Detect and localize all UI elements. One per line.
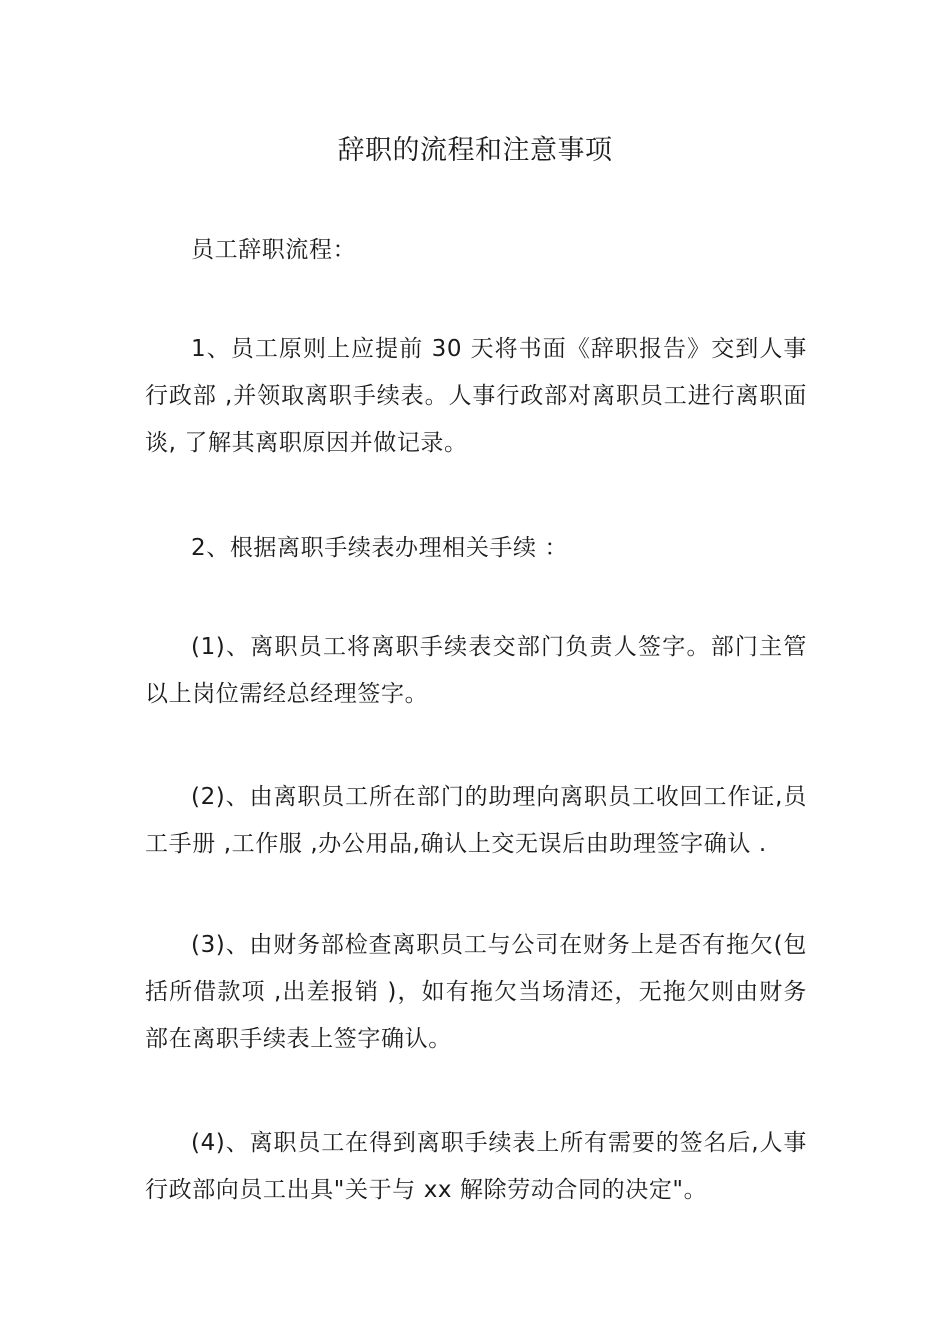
paragraph-step-2-2: (2)、由离职员工所在部门的助理向离职员工收回工作证,员工手册 ,工作服 ,办公用品,确认上交无误后由助理签字确认 . (145, 784, 807, 857)
document-title: 辞职的流程和注意事项 (337, 135, 613, 166)
paragraph-process-heading: 员工辞职流程： (191, 237, 357, 263)
paragraph-step-2-1: (1)、离职员工将离职手续表交部门负责人签字。部门主管以上岗位需经总经理签字。 (145, 634, 807, 707)
paragraph-step-2: 2、根据离职手续表办理相关手续 ： (191, 535, 569, 561)
paragraph-step-2-4: (4)、离职员工在得到离职手续表上所有需要的签名后,人事行政部向员工出具"关于与 xx 解除劳动合同的决定"。 (145, 1130, 807, 1203)
paragraph-step-1: 1、员工原则上应提前 30 天将书面《辞职报告》交到人事行政部 ,并领取离职手续表。人事行政部对离职员工进行离职面谈, 了解其离职原因并做记录。 (145, 336, 807, 456)
paragraph-step-2-3: (3)、由财务部检查离职员工与公司在财务上是否有拖欠(包括所借款项 ,出差报销 )，如有拖欠当场清还，无拖欠则由财务部在离职手续表上签字确认。 (145, 932, 807, 1052)
